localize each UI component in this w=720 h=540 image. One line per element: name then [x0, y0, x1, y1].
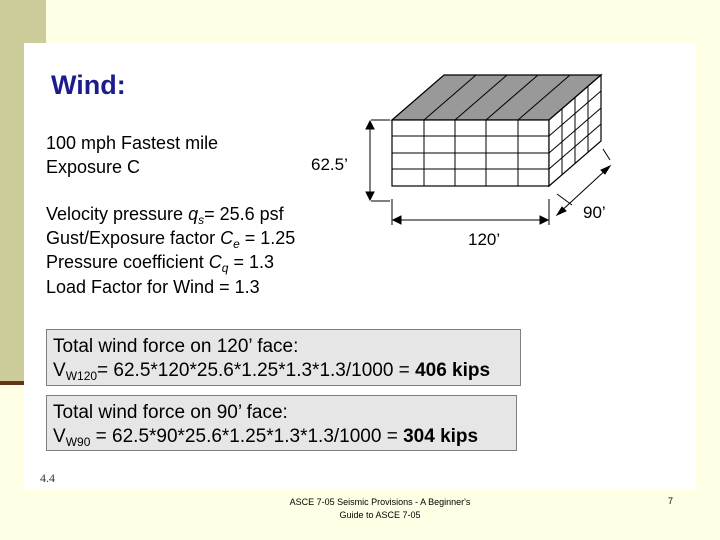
- depth-label: 90’: [583, 203, 606, 222]
- wind-force-90-result: 304 kips: [403, 426, 479, 447]
- pressure-subscript: q: [221, 261, 229, 275]
- velocity-subscript: s: [198, 213, 205, 227]
- velocity-symbol: q: [188, 204, 199, 224]
- footer-line-1: ASCE 7-05 Seismic Provisions - A Beginner's: [289, 497, 471, 507]
- gust-value: = 1.25: [239, 228, 296, 248]
- footer-text: [270, 496, 490, 522]
- gust-prefix: Gust/Exposure factor: [46, 228, 221, 248]
- velocity-value: = 25.6 psf: [204, 204, 284, 224]
- gust-symbol: C: [220, 228, 234, 248]
- slide-title: Wind:: [51, 70, 126, 100]
- gust-subscript: e: [233, 237, 240, 251]
- height-label: 62.5’: [311, 155, 348, 174]
- pressure-symbol: C: [208, 252, 222, 272]
- wind-force-120-expression: = 62.5*120*25.6*1.25*1.3*1.3/1000 =: [97, 360, 416, 381]
- footer-line-2: Guide to ASCE 7-05: [339, 510, 421, 520]
- building-diagram: [24, 43, 696, 463]
- exposure-line: Exposure C: [46, 157, 141, 177]
- wind-speed-line: 100 mph Fastest mile: [46, 133, 219, 153]
- wind-force-90-subscript: W90: [65, 435, 91, 449]
- wind-force-90-symbol: V: [53, 426, 66, 447]
- pressure-value: = 1.3: [228, 252, 274, 272]
- pressure-prefix: Pressure coefficient: [46, 252, 209, 272]
- velocity-prefix: Velocity pressure: [46, 204, 189, 224]
- wind-force-90-expression: = 62.5*90*25.6*1.25*1.3*1.3/1000 =: [90, 426, 404, 447]
- wind-force-120-result: 406 kips: [415, 360, 491, 381]
- left-accent-line: [0, 381, 24, 385]
- wind-force-90-heading: Total wind force on 90’ face:: [53, 402, 288, 423]
- wind-force-120-symbol: V: [53, 360, 66, 381]
- height-dimension: [366, 120, 390, 201]
- wind-force-120-subscript: W120: [65, 369, 98, 383]
- wind-force-120-heading: Total wind force on 120’ face:: [53, 336, 299, 357]
- page-number: 7: [668, 496, 674, 506]
- length-label: 120’: [468, 230, 501, 249]
- slide-content: [24, 43, 696, 489]
- length-dimension: [392, 199, 549, 225]
- load-factor-line: Load Factor for Wind = 1.3: [46, 277, 260, 297]
- slide-section-number: 4.4: [40, 471, 55, 485]
